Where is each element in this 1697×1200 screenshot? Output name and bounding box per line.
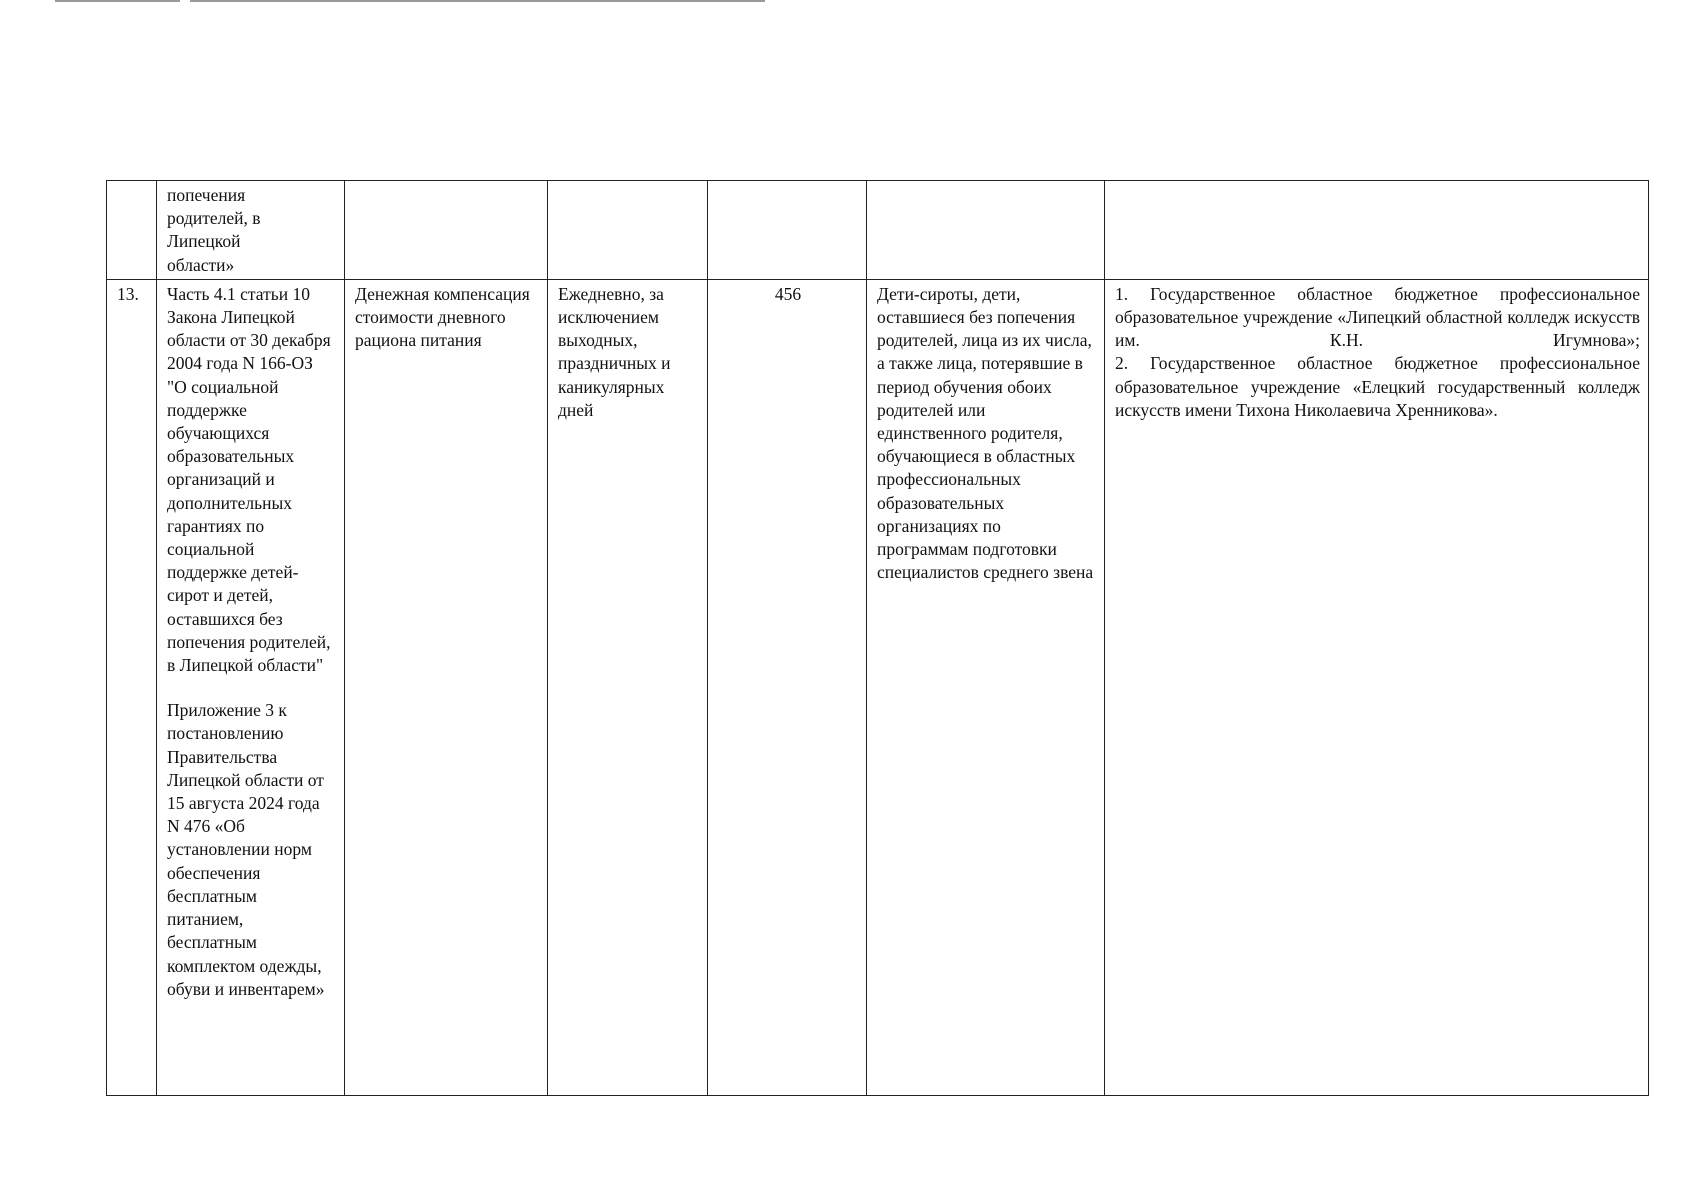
table-row-13 [107,279,1649,1095]
cell-count: 456 [708,279,867,1095]
cell-recipients [867,181,1105,280]
scan-artifact-line [55,0,180,2]
cell-basis [157,279,345,1095]
cell-measure [345,181,548,280]
cell-frequency: Ежедневно, за исключением выходных, праздничных и каникулярных дней [548,279,708,1095]
cell-basis-continued: попечения родителей, в Липецкой области» [157,181,345,280]
cell-recipients: Дети-сироты, дети, оставшиеся без попечения родителей, лица из их числа, а также лица, потерявшие в период обучения обоих родителей или единственного родителя, обучающиеся в областных профессиональных образовательных организациях по программам подготовки специалистов среднего звена [867,279,1105,1095]
cell-institutions [1105,181,1649,280]
basis-resolution-text: Приложение 3 к постановлению Правительства Липецкой области от 15 августа 2024 года N 476 «Об установлении норм обеспечения бесплатным питанием, бесплатным комплектом одежды, обуви и инвентарем» [167,700,325,999]
cell-number: 13. [107,279,157,1095]
institution-item: 2. Государственное областное бюджетное профессиональное образовательное учреждение «Елецкий государственный колледж искусств имени Тихона Николаевича Хренникова». [1115,353,1640,420]
cell-count [708,181,867,280]
basis-law-text: Часть 4.1 статьи 10 Закона Липецкой области от 30 декабря 2004 года N 166-ОЗ "О социальной поддержке обучающихся образовательных организаций и дополнительных гарантиях по социальной поддержке детей-сирот и детей, оставшихся без попечения родителей, в Липецкой области" [167,283,331,676]
table-row-continued [107,181,1649,280]
institution-item: 1. Государственное областное бюджетное профессиональное образовательное учреждение «Липецкий областной колледж искусств им. К.Н. Игумнова»; [1115,283,1640,351]
cell-measure: Денежная компенсация стоимости дневного рациона питания [345,279,548,1095]
cell-frequency [548,181,708,280]
scan-artifact-line [190,0,765,2]
services-table [106,180,1649,1096]
cell-number [107,181,157,280]
paragraph-gap [167,677,336,699]
cell-institutions [1105,279,1649,1095]
